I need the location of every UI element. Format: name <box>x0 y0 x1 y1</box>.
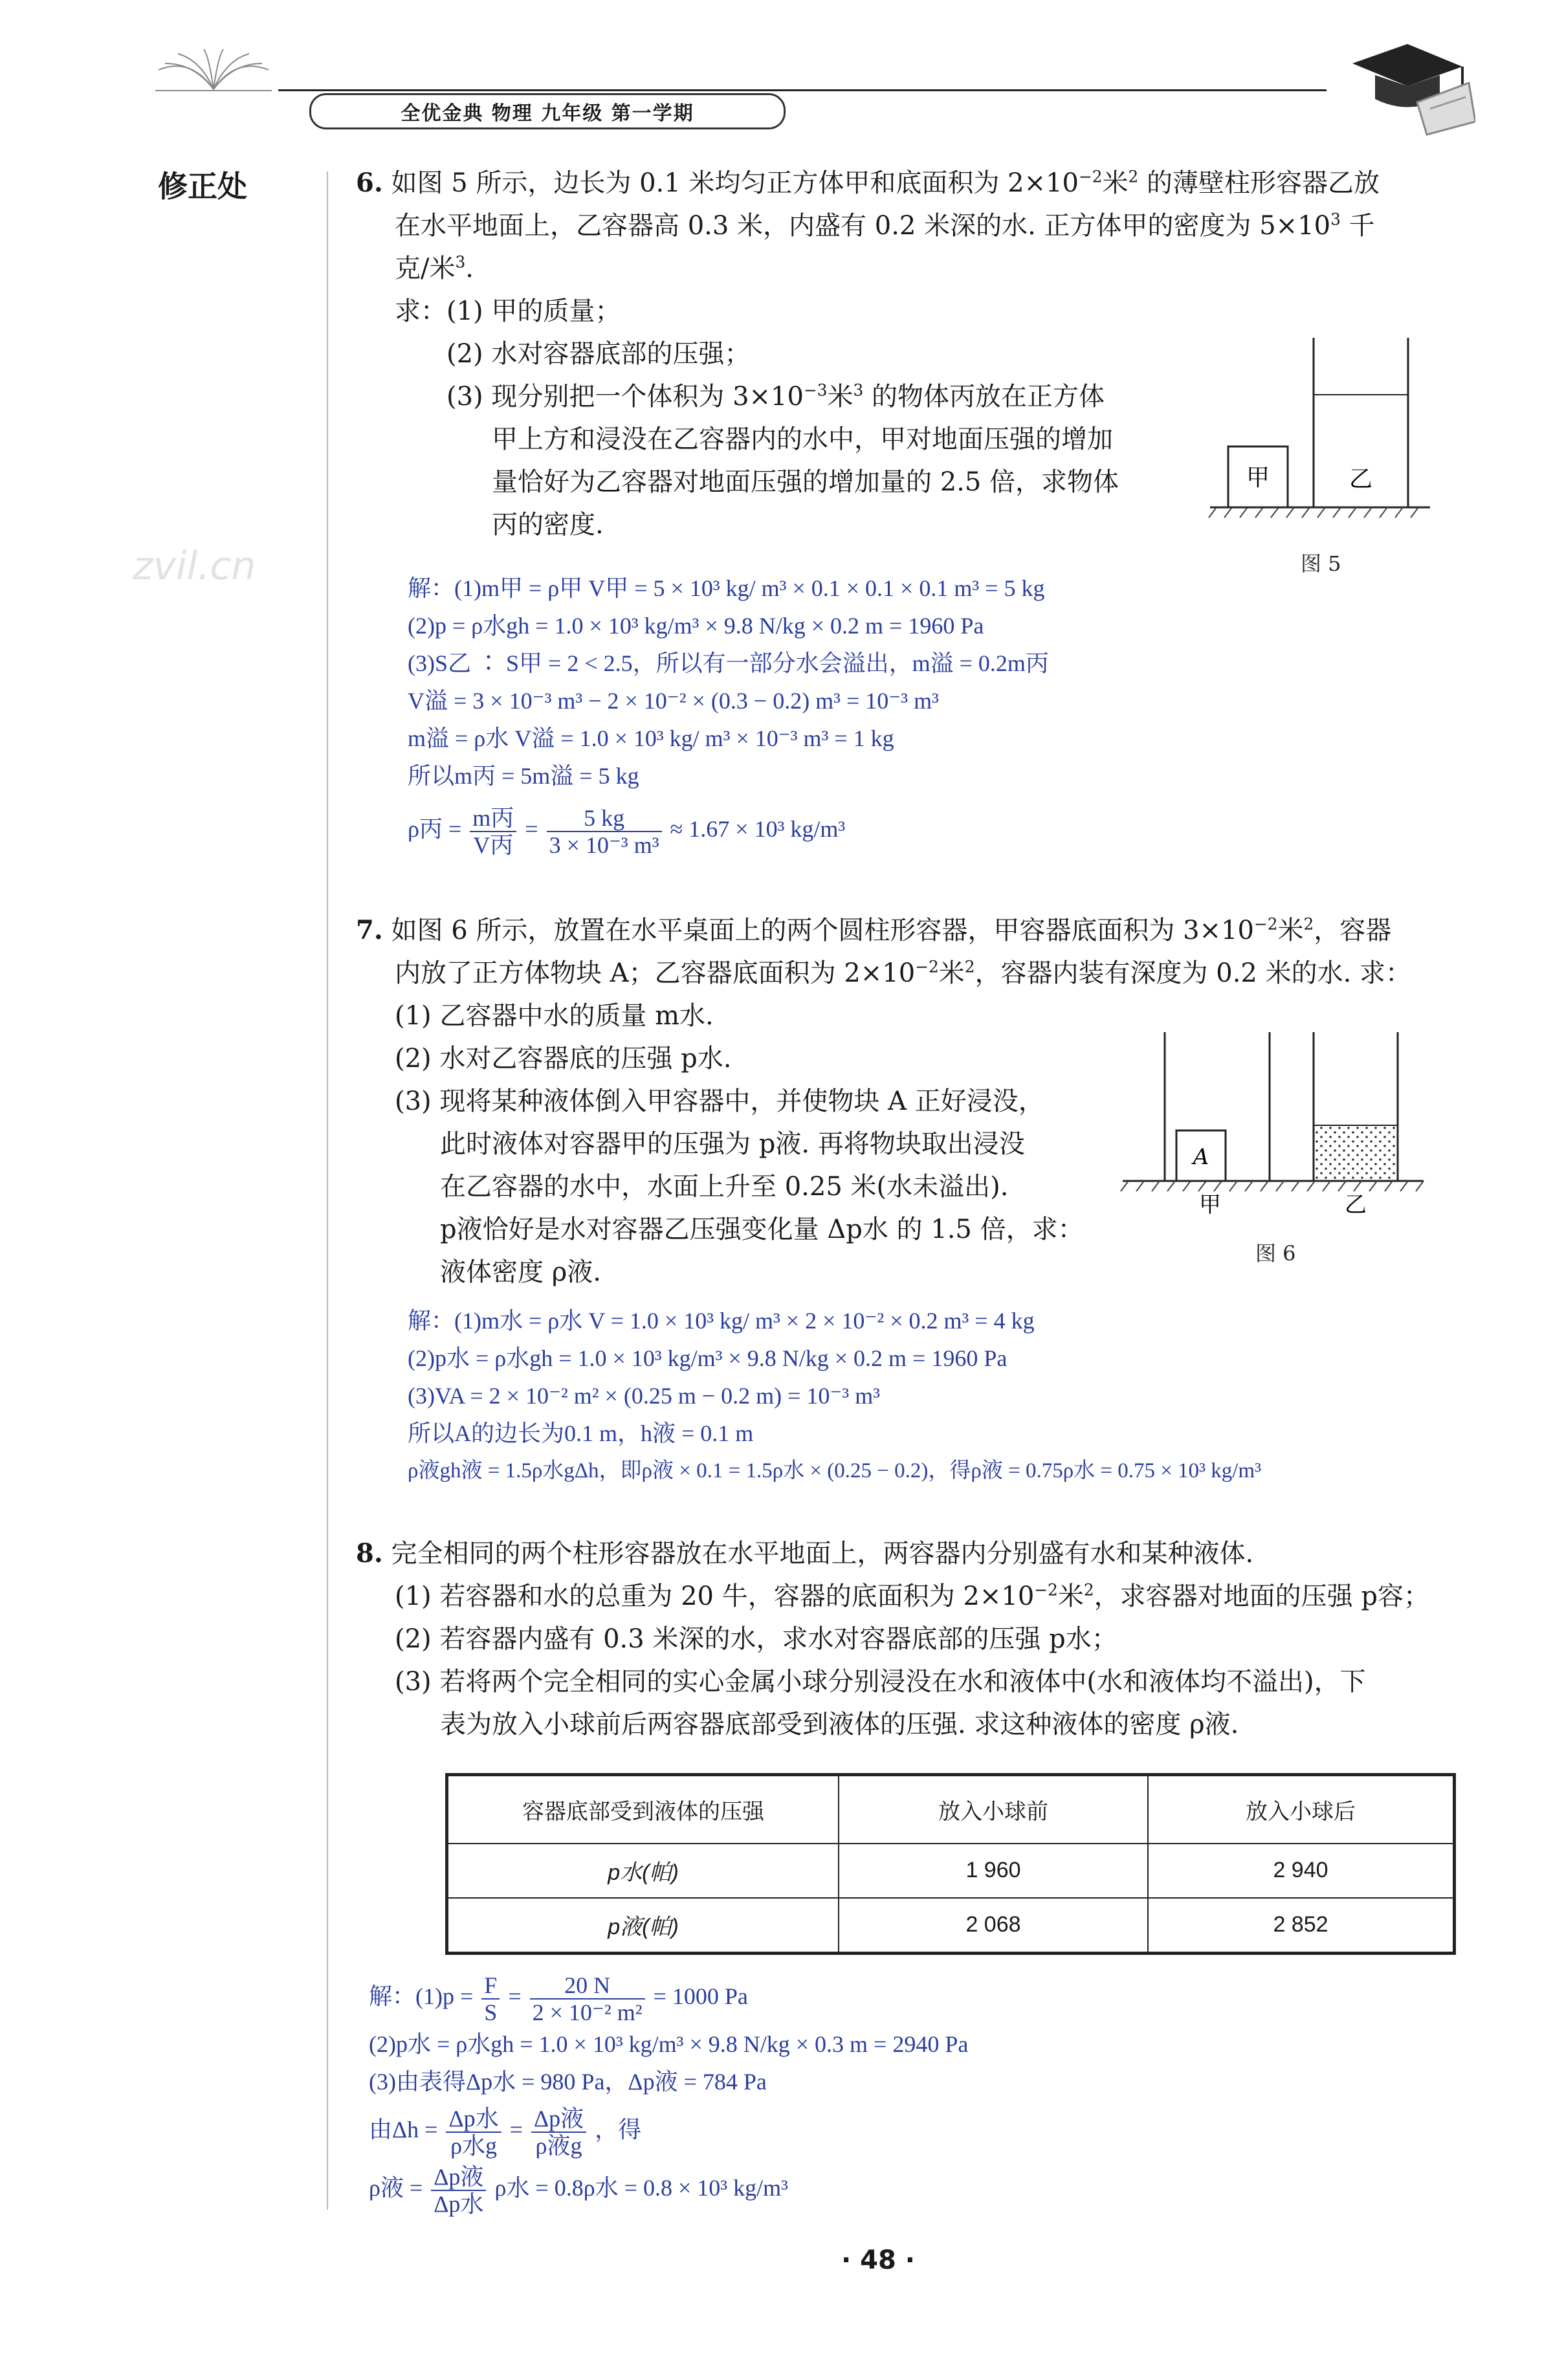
book-icon <box>152 44 275 96</box>
solution-line: (3)由表得Δp水 = 980 Pa，Δp液 = 784 Pa <box>369 2069 767 2095</box>
question-text: ，求容器对地面的压强 p容； <box>1094 1581 1429 1611</box>
denominator: ρ水g <box>450 2132 498 2159</box>
question-number: 6. <box>356 168 383 198</box>
table-cell: p液(帕) <box>447 1898 839 1954</box>
figure-label-jia: 甲 <box>1199 1192 1221 1218</box>
question-text: 千 <box>1340 211 1375 241</box>
denominator: 2 × 10⁻² m² <box>532 1999 643 2025</box>
figure-6 <box>1119 1026 1430 1220</box>
fraction <box>481 1972 500 2025</box>
numerator: Δp液 <box>531 2106 586 2133</box>
exponent: 2 <box>1303 914 1314 934</box>
watermark: zvil.cn <box>133 544 256 589</box>
question-text: 内放了正方体物块 A；乙容器底面积为 2×10 <box>395 958 916 988</box>
formula-text: 解：(1)p = <box>369 1983 474 2009</box>
ask-3-line: 此时液体对容器甲的压强为 p液. 再将物块取出浸没 <box>440 1129 1025 1159</box>
denominator: V丙 <box>473 832 514 858</box>
table-cell: 2 852 <box>1148 1898 1455 1954</box>
exponent: 3 <box>853 380 864 400</box>
ask-2: (2) 水对容器底部的压强； <box>446 339 751 369</box>
fraction <box>531 2106 586 2159</box>
question-number: 8. <box>356 1538 383 1569</box>
solution-line: (2)p = ρ水gh = 1.0 × 10³ kg/m³ × 9.8 N/kg × 0.2 m = 1960 Pa <box>408 613 984 639</box>
pressure-table <box>445 1773 1456 1955</box>
formula-text: = <box>508 1983 522 2009</box>
ask-3: (3) 现分别把一个体积为 3×10 <box>446 382 804 412</box>
exponent: −2 <box>1034 1580 1058 1600</box>
margin-label: 修正处 <box>158 169 247 204</box>
formula-text: = 1000 Pa <box>653 1983 748 2009</box>
solution-line: (3)S乙 ∶ S甲 = 2 < 2.5，所以有一部分水会溢出，m溢 = 0.2m丙 <box>408 650 1049 676</box>
ask-2: (2) 水对乙容器底的压强 p水. <box>395 1044 732 1074</box>
denominator: 3 × 10⁻³ m³ <box>549 832 659 858</box>
exponent: 3 <box>455 252 466 272</box>
figure-label-yi: 乙 <box>1345 1192 1367 1218</box>
question-8 <box>356 1532 1429 1746</box>
graduation-cap-icon <box>1339 38 1475 141</box>
solution-line-fraction <box>369 2159 968 2217</box>
numerator: F <box>481 1972 500 2000</box>
page-number-wrap: · 48 · <box>841 2245 915 2275</box>
question-text: 米 <box>827 382 854 412</box>
solution-line: ρ液gh液 = 1.5ρ水gΔh，即ρ液 × 0.1 = 1.5ρ水 × (0.25 − 0.2)，得ρ液 = 0.75ρ水 = 0.75 × 10³ kg/m³ <box>408 1459 1262 1482</box>
numerator: 20 N <box>530 1972 645 2000</box>
question-text: 如图 6 所示，放置在水平桌面上的两个圆柱形容器，甲容器底面积为 3×10 <box>391 916 1254 945</box>
table-cell: p水(帕) <box>447 1844 839 1898</box>
solution-line: (2)p水 = ρ水gh = 1.0 × 10³ kg/m³ × 9.8 N/kg × 0.2 m = 1960 Pa <box>408 1345 1008 1371</box>
figure-6-caption: 图 6 <box>1255 1241 1296 1266</box>
question-text: 米 <box>938 958 965 988</box>
formula-text: ρ液 = <box>369 2175 423 2201</box>
figure-label-a: A <box>1193 1144 1209 1170</box>
denominator: ρ液g <box>535 2132 582 2159</box>
solution-line: 所以A的边长为0.1 m，h液 = 0.1 m <box>408 1420 754 1446</box>
solution-line-fraction <box>369 2100 968 2159</box>
solution-line: (2)p水 = ρ水gh = 1.0 × 10³ kg/m³ × 9.8 N/kg × 0.3 m = 2940 Pa <box>369 2031 969 2057</box>
question-text: ，容器内装有深度为 0.2 米的水. 求： <box>975 958 1412 988</box>
fraction <box>446 2106 501 2159</box>
formula-text: ≈ 1.67 × 10³ kg/m³ <box>670 816 846 842</box>
table-cell: 2 940 <box>1148 1844 1455 1898</box>
formula-text: = <box>525 816 538 842</box>
figure-label-yi: 乙 <box>1349 466 1373 492</box>
ask-3-line: 甲上方和浸没在乙容器内的水中，甲对地面压强的增加 <box>492 424 1113 454</box>
solution-line: 解：(1)m水 = ρ水 V = 1.0 × 10³ kg/ m³ × 2 × 10⁻² × 0.2 m³ = 4 kg <box>408 1308 1035 1334</box>
table-header-cell: 放入小球后 <box>1148 1775 1455 1844</box>
fraction <box>547 805 662 858</box>
table-header-cell: 容器底部受到液体的压强 <box>447 1775 839 1844</box>
exponent: −2 <box>1253 914 1278 934</box>
margin-divider <box>327 171 328 2210</box>
formula-text: ρ水 = 0.8ρ水 = 0.8 × 10³ kg/m³ <box>494 2175 788 2201</box>
formula-text: 由Δh = <box>369 2117 438 2143</box>
numerator: 5 kg <box>547 805 662 832</box>
table-row <box>447 1898 1455 1954</box>
question-text: 的薄壁柱形容器乙放 <box>1138 168 1380 198</box>
ask-3-line: p液恰好是水对容器乙压强变化量 Δp水 的 1.5 倍，求： <box>440 1215 1084 1244</box>
fraction <box>530 1972 645 2025</box>
formula-text: ，得 <box>595 2117 642 2143</box>
question-text: 如图 5 所示，边长为 0.1 米均匀正方体甲和底面积为 2×10 <box>391 168 1079 198</box>
solution-line: V溢 = 3 × 10⁻³ m³ − 2 × 10⁻² × (0.3 − 0.2) m³ = 10⁻³ m³ <box>408 688 939 714</box>
numerator: m丙 <box>470 805 516 832</box>
ask-3-line: 丙的密度. <box>492 510 604 540</box>
exponent: −2 <box>1078 167 1103 186</box>
fraction <box>431 2164 486 2217</box>
question-number: 7. <box>356 915 383 945</box>
ask-3: (3) 若将两个完全相同的实心金属小球分别浸没在水和液体中(水和液体均不溢出)，下 <box>395 1667 1366 1697</box>
solution-line: 解：(1)m甲 = ρ甲 V甲 = 5 × 10³ kg/ m³ × 0.1 × 0.1 × 0.1 m³ = 5 kg <box>408 575 1045 601</box>
question-text: 完全相同的两个柱形容器放在水平地面上，两容器内分别盛有水和某种液体. <box>391 1539 1254 1569</box>
exponent: −3 <box>803 380 828 400</box>
figure-5 <box>1204 330 1437 524</box>
figure-label-jia: 甲 <box>1246 465 1270 491</box>
solution-line: m溢 = ρ水 V溢 = 1.0 × 10³ kg/ m³ × 10⁻³ m³ = 1 kg <box>408 725 894 751</box>
exponent: 3 <box>1330 210 1341 229</box>
exponent: 2 <box>1083 1580 1094 1600</box>
ask-3-line: 表为放入小球前后两容器底部受到液体的压强. 求这种液体的密度 ρ液. <box>440 1710 1239 1739</box>
fraction <box>470 805 516 858</box>
figure-5-caption: 图 5 <box>1301 551 1341 576</box>
denominator: Δp水 <box>434 2190 484 2217</box>
formula-text: ρ丙 = <box>408 816 462 842</box>
ask-2: (2) 若容器内盛有 0.3 米深的水，求水对容器底部的压强 p水； <box>395 1624 1118 1654</box>
solution-line-fraction <box>369 1967 968 2025</box>
question-text: 的物体丙放在正方体 <box>863 382 1105 412</box>
question-text: . <box>465 254 474 283</box>
denominator: S <box>484 1999 498 2025</box>
numerator: Δp液 <box>431 2164 486 2191</box>
exponent: 2 <box>964 957 975 976</box>
ask-1: 求：(1) 甲的质量； <box>395 296 621 326</box>
exponent: 2 <box>1128 167 1139 186</box>
table-header-row <box>447 1775 1455 1844</box>
header-rule <box>278 89 1327 91</box>
page-number: 48 <box>860 2245 896 2275</box>
solution-7 <box>408 1302 1261 1490</box>
exponent: −2 <box>915 957 939 976</box>
formula-text: = <box>509 2117 523 2143</box>
table-cell: 2 068 <box>839 1898 1148 1954</box>
ask-1: (1) 若容器和水的总重为 20 牛，容器的底面积为 2×10 <box>395 1581 1035 1611</box>
table-header-cell: 放入小球前 <box>839 1775 1148 1844</box>
table-cell: 1 960 <box>839 1844 1148 1898</box>
solution-8 <box>369 1967 968 2217</box>
ask-3-line: 量恰好为乙容器对地面压强的增加量的 2.5 倍，求物体 <box>492 467 1119 497</box>
question-text: ，容器 <box>1314 916 1392 945</box>
ask-3-line: 在乙容器的水中，水面上升至 0.25 米(水未溢出). <box>440 1172 1009 1202</box>
question-text: 克/米 <box>395 254 456 283</box>
question-text: 米 <box>1277 916 1304 945</box>
table-row <box>447 1844 1455 1898</box>
solution-line-fraction <box>408 800 1049 858</box>
solution-line: (3)VA = 2 × 10⁻² m² × (0.25 m − 0.2 m) = 10⁻³ m³ <box>408 1383 881 1409</box>
question-text: 在水平地面上，乙容器高 0.3 米，内盛有 0.2 米深的水. 正方体甲的密度为 5×10 <box>395 211 1331 241</box>
solution-6 <box>408 569 1049 858</box>
question-text: 米 <box>1057 1581 1084 1611</box>
ask-3-line: 液体密度 ρ液. <box>440 1257 601 1287</box>
numerator: Δp水 <box>446 2106 501 2133</box>
solution-line: 所以m丙 = 5m溢 = 5 kg <box>408 763 639 789</box>
ask-1: (1) 乙容器中水的质量 m水. <box>395 1001 714 1031</box>
question-text: 米 <box>1102 168 1129 198</box>
ask-3: (3) 现将某种液体倒入甲容器中，并使物块 A 正好浸没， <box>395 1086 1044 1116</box>
header-series-box <box>309 93 786 129</box>
header-series: 全优金典 物理 九年级 第一学期 <box>401 102 694 125</box>
